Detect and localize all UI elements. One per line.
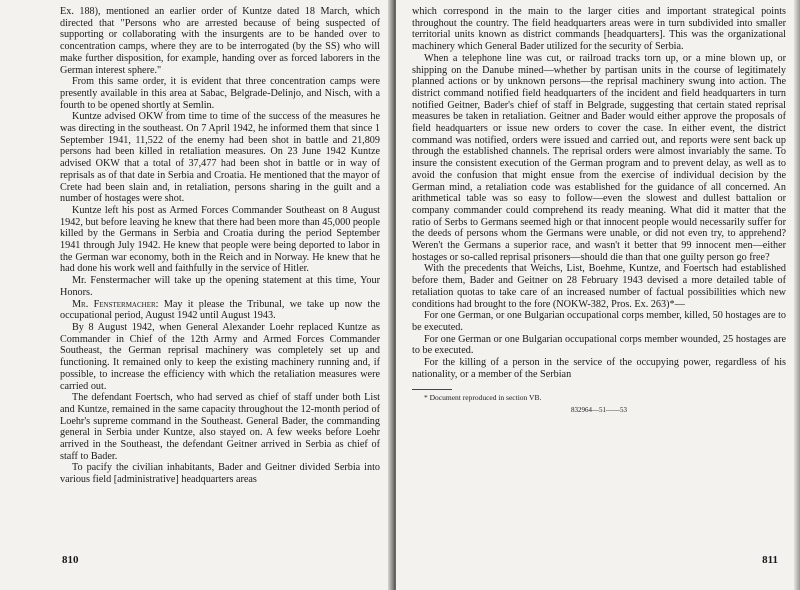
left-paragraph-6 <box>60 299 380 322</box>
left-page <box>0 0 392 590</box>
right-paragraph-5: For one German or one Bulgarian occupational corps member wounded, 25 hostages are to be executed. <box>412 333 786 357</box>
left-paragraph-5: Mr. Fenstermacher will take up the opening statement at this time, Your Honors. <box>60 275 380 298</box>
left-paragraph-9: To pacify the civilian inhabitants, Bader and Geitner divided Serbia into various field [administrative] headquarters areas <box>60 462 380 486</box>
right-page <box>396 0 800 590</box>
speaker-text: May it please the Tribunal, we take up now the occupational period, August 1942 until August 1943. <box>60 298 381 322</box>
print-code: 832964—51——53 <box>571 405 627 414</box>
footnote: * Document reproduced in section VB. <box>424 392 542 402</box>
left-paragraph-1: Ex. 188), mentioned an earlier order of Kuntze dated 18 March, which directed that "Persons who are arrested because of being suspected of supporting or collaborating with the insurgents are to be handed over to concentration camps, where they are to be interrogated (by the SS) who will make further disposition, for example, handing over as forced laborers in the German interest sphere." <box>60 6 380 76</box>
right-paragraph-4: For one German, or one Bulgarian occupational corps member, killed, 50 hostages are to be executed. <box>412 310 786 333</box>
page-edge <box>794 0 800 590</box>
right-page-number: 811 <box>762 554 778 566</box>
right-paragraph-6: For the killing of a person in the service of the occupying power, regardless of his nationality, or a member of the Serbian <box>412 357 786 380</box>
left-paragraph-3: Kuntze advised OKW from time to time of the success of the measures he was directing in the southeast. On 7 April 1942, he informed them that since 1 September 1941, 11,522 of the enemy had been shot in battle and 21,809 persons had been killed in retaliation measures. On 23 June 1942 Kuntze advised OKW that a total of 37,477 had been shot in battle or in way of reprisals as of that date in Serbia and Croatia. He mentioned that the mayor of Crete had been slain and, in retaliation, persons sharing in the guilt and a number of hostages were shot. <box>60 111 380 205</box>
left-page-number: 810 <box>62 554 79 566</box>
footnote-rule <box>412 389 452 390</box>
left-paragraph-7: By 8 August 1942, when General Alexander Loehr replaced Kuntze as Commander in Chief of the 12th Army and Armed Forces Commander Southeast, the German reprisal machinery was completely set up and functioning. It remained only to keep the existing machinery running and, if possible, to increase the efficiency with which the retaliation measures were carried out. <box>60 321 380 392</box>
left-paragraph-2: From this same order, it is evident that three concentration camps were presently available in this area at Sabac, Belgrade-Delinjo, and Nisch, with a fourth to be opened shortly at Semlin. <box>60 76 380 111</box>
speaker-label: Mr. Fenstermacher: <box>72 298 159 310</box>
left-paragraph-8: The defendant Foertsch, who had served as chief of staff under both List and Kuntze, remained in the same capacity throughout the 12-month period of Loehr's supreme command in the Southeast. General Bader, the commanding general in Serbia under Kuntze, also stayed on. A few weeks before Loehr arrived in the Southeast, the defendant Geitner arrived in Serbia as chief of staff to Bader. <box>60 392 380 462</box>
left-paragraph-4: Kuntze left his post as Armed Forces Commander Southeast on 8 August 1942, but before leaving he knew that there had been more than 45,000 people killed by the Germans in Serbia and Croatia during the period September 1941 through July 1942. He knew that people were being deported to labor in the German war economy, both in the Reich and in Norway. He knew that he had done his work well and faithfully in the service of Hitler. <box>60 204 380 275</box>
right-paragraph-3: With the precedents that Weichs, List, Boehme, Kuntze, and Foertsch had established before them, Bader and Geitner on 28 February 1943 devised a more detailed table of retaliation quotas to take care of an increased number of factual possibilities which new conditions had brought to the fore (NOKW-382, Pros. Ex. 263)*— <box>412 263 786 310</box>
right-paragraph-2: When a telephone line was cut, or railroad tracks torn up, or a mine blown up, or shipping on the Danube mined—whether by partisan units in the course of legitimately planned actions or by unknown persons—the reprisal machinery swung into action. The district command notified field headquarters of the incident and field headquarters in turn notified Geitner, Bader's chief of staff in Belgrade, suggesting that certain stated reprisal measures be taken in retaliation. Geitner and Bader would either approve the proposals of field headquarters or issue new orders to cover the case. In either event, the district command was notified, orders were issued and carried out, and reports were sent back up through the established channels. The reprisal orders were almost invariably the same. To insure the consistent execution of the German program and to prevent delay, as well as to avoid the confusion that might ensue from the exercise of individual decision by the German mind, a retaliation code was established for the guidance of all concerned. An arithmetical table was so easy to follow—even the slowest and dullest battalion or company commander could comprehend its ready meaning. What did it matter that the ratio of Serbs to Germans seemed high or that innocent people would necessarily suffer for the deeds of persons whom the Germans were unable, or did not even try, to apprehend? Weren't the Germans a superior race, and wasn't it better that 99 innocent men—either hostages or so-called reprisal prisoners—should die than that one guilty person go free? <box>412 52 786 263</box>
right-paragraph-1: which correspond in the main to the larger cities and important strategical points throughout the country. The field headquarters areas were in turn subdivided into smaller territorial units known as district commands [headquarters]. This was the organizational machinery which General Bader utilized for the security of Serbia. <box>412 6 786 53</box>
